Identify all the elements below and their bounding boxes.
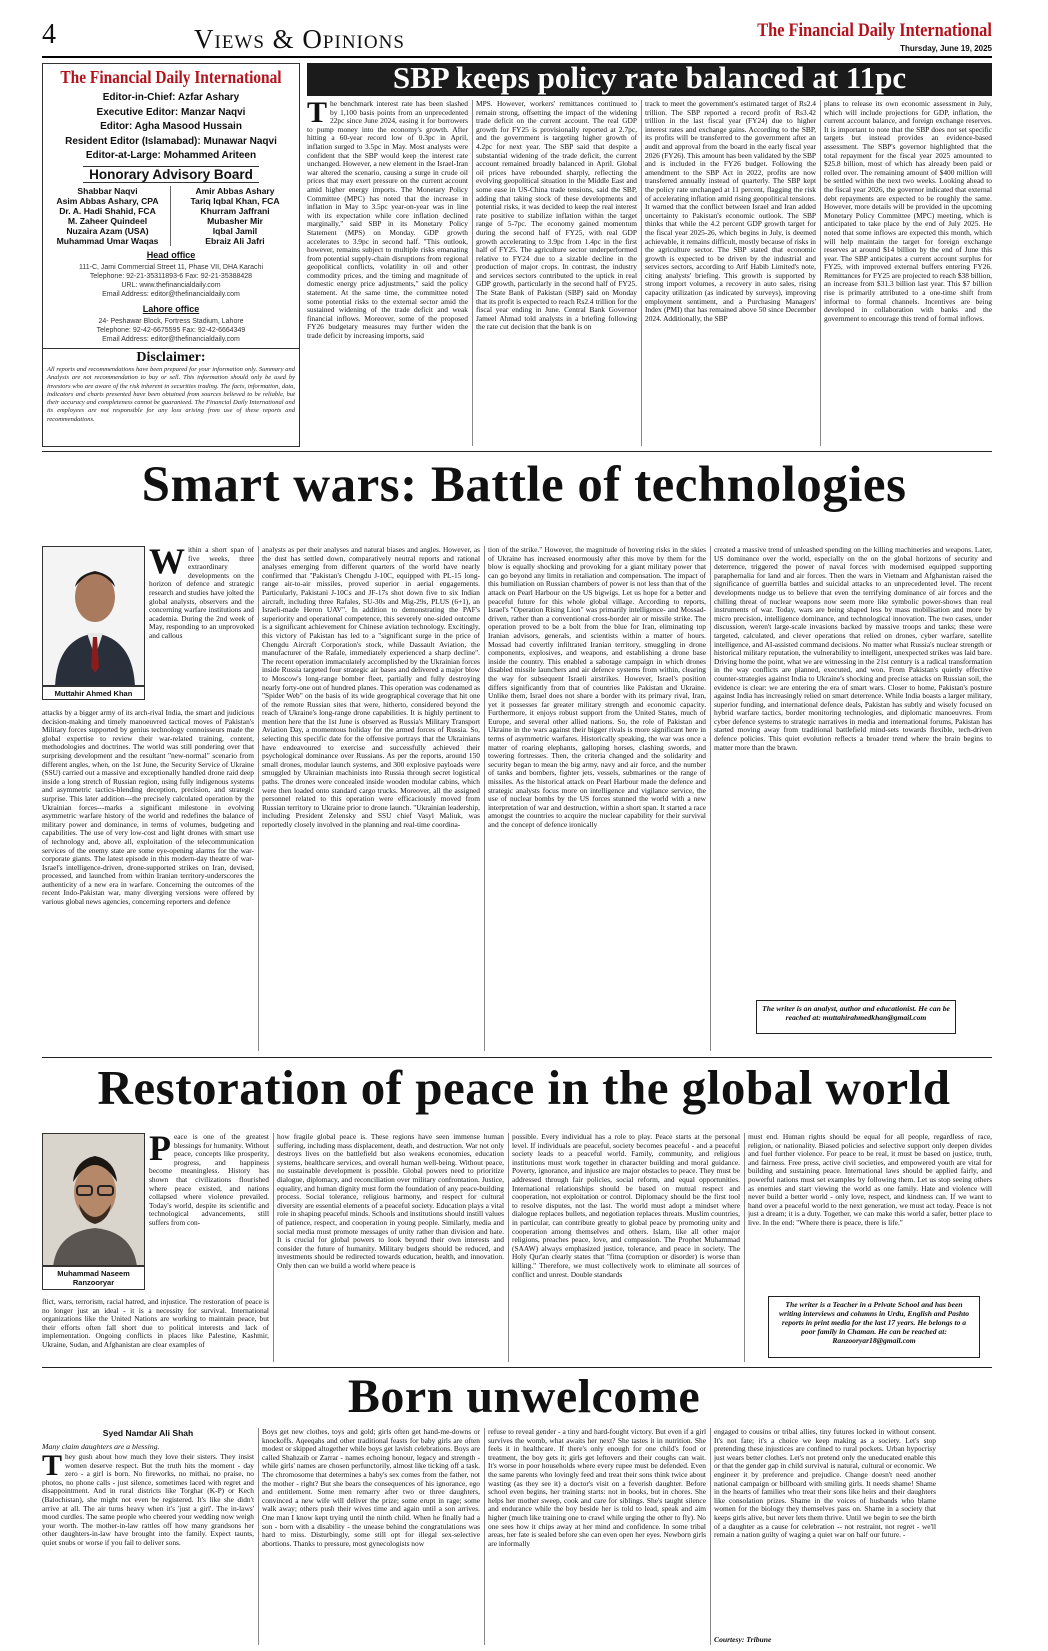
advisor: Iqbal Jamil (212, 226, 258, 236)
smart-wars-column-3 (488, 546, 706, 1051)
author-name: Muhammad Naseem (57, 1269, 130, 1278)
advisor: Tariq Iqbal Khan, FCA (190, 196, 280, 206)
section-title: Views & Opinions (194, 24, 405, 54)
restoration-column-4 (748, 1133, 992, 1293)
portrait-image (43, 1134, 145, 1266)
sbp-column-1 (307, 100, 468, 446)
column-divider (710, 1428, 711, 1645)
column-divider (484, 1428, 485, 1645)
masthead-paper-name: The Financial Daily International (60, 67, 282, 87)
article-text: attacks by a bigger army of its arch-rival India, the smart and judicious decision-making and timely manoeuvred tactical moves of Pakistan's Military forces supported by genius technology connoisseurs made the global expertise to review their war-related training, content, methodologies and doctrines. The world was still pondering over that surprising development and the resultant "new-normal" scenario from different angles, when, on the 1st June, the Security Service of Ukraine (SSU) carried out a massive and exceptionally handled drone raid deep inside a long stretch of Russian region, using fully indigenous systems and asymmetric tactics-blending deception, precision, and strategic surprise. This later addition---the precisely calculated operation by the Ukrainian forces---marks a significant milestone in evolving asymmetric warfare history of the world and redefines the balance of military power and dominance, in terms of volumes, budgeting and capabilities. The use of very low-cost and light drones with smart use of technology and, above all, exploitation of the telecommunication services of the enemy state are some eye-opening alarms for the war-corporate giants. The latest episode in this modern-day theatre of war-Israel's intelligence-driven, drone-supported strikes on Iran, devised, processed, and launched from within Iranian territory-underscores the authenticity of a new era in warfare. Concerning the outcomes of the recent Indo-Pakistan war, many diverging versions were offered by various global news agencies, concerning reporters and defence (42, 709, 254, 907)
article-text: how fragile global peace is. These regions have seen immense human suffering, including mass displacement, death, and destruction. War not only destroys lives on the battlefield but also weakens economies, education systems, healthcare services, and overall human well-being. Without peace, no sustainable development is possible. Global powers need to prioritize dialogue, diplomacy, and reconciliation over military confrontation. Justice, equality, and human dignity must form the foundation of any peace-building process. Social tolerance, religious harmony, and respect for cultural diversity are essential elements of a peaceful society. Education plays a vital role in shaping peaceful minds. Schools and institutions should instill values of patience, respect, and cooperation in young people. Similarly, media and social media must promote messages of unity rather than division and hate. It is crucial for global powers to look beyond their own interests and consider the future of humanity. Military budgets should be reduced, and investments should be redirected towards education, health, and innovation. Only then can we build a world where peace is (277, 1133, 504, 1270)
smart-wars-lead (149, 546, 254, 708)
email-line: Email Address: editor@thefinancialdaily.com (102, 336, 240, 343)
column-divider (820, 100, 821, 446)
disclaimer-text: All reports and recommendations have been prepared for your information only. Summary and Analysis are not recommendation to buy or sell. This information should only be used by investors who are aware of the risk inherent in securities trading. The facts, information, data, indicators and charts presented have been obtained from sources believed to be reliable, but their accuracy and completeness cannot be guaranteed. The Financial Daily International and its employees are not responsible for any loss arising from use of these reports and recommendations. (47, 366, 295, 423)
advisory-right (172, 186, 298, 246)
author-byline (42, 1266, 145, 1290)
sbp-headline-bar (307, 60, 992, 96)
editors-list (43, 91, 299, 164)
article-text: he benchmark interest rate has been slashed by 1,100 basis points from an unprecedented 22pc since June 2024, easing it for borrowers to pump money into the economy's growth. After hitting a 60-year record low of 0.3pc in April, inflation surged to 3.5pc in May. Most analysts were confident that the SBP would keep the interest rate unchanged. However, a new element in the Israel-Iran war altered the scenario, causing a surge in crude oil prices that may exert pressure on the current account amid higher energy imports. The Monetary Policy Committee (MPC) has noted that the increase in inflation in May to 3.5pc year-on-year was in line with its expectation while core inflation declined marginally," said SBP in its Monetary Policy Statement (MPS) on Monday. GDP growth accelerates to 3.9pc in second half. "This outlook, however, remains subject to multiple risks emanating from potential supply-chain disruptions from regional geopolitical conflicts, volatility in oil and other commodity prices, and the timing and magnitude of domestic energy price adjustments," said the policy statement. At the same time, the committee noted some potential risks to the external sector amid the sustained widening of the trade deficit and weak financial inflows. Moreover, some of the proposed FY26 budgetary measures may further widen the trade deficit by increasing imports, said (307, 100, 468, 341)
advisor: Mubasher Mir (207, 216, 263, 226)
smart-wars-column-4 (714, 546, 992, 974)
article-text: hey gush about how much they love their sisters. They insist women deserve respect. But the truth hits the moment - day zero - a girl is born. No fireworks, no mithai, no praise, no photos, no phone calls - just silence, sometimes laced with regret and disappointment. And in rural districts like Torghar (K-P) or Kech (Balochistan), she might not even be registered. It's like she didn't arrive at all. The air turns heavy when it's 'just a girl'. The in-laws' mood curdles. The same people who cheered your wedding now weigh your worth. The mother-in-law rattles off how many grandsons her other daughters-in-law have brought into the family. Expect taunts, quiet snubs or worse if you fail to deliver sons. (42, 1453, 254, 1547)
email-line: Email Address: editor@thefinancialdaily.com (102, 291, 240, 298)
drop-cap: T (42, 1453, 63, 1482)
smart-wars-headline: Smart wars: Battle of technologies (141, 457, 907, 513)
advisor: Asim Abbas Ashary, CPA (56, 196, 159, 206)
editor-at-large: Editor-at-Large: Mohammed Ariteen (85, 150, 257, 161)
born-column-2 (262, 1428, 480, 1645)
article-text: plans to release its own economic assessment in July, which will include projections for GDP, inflation, the current account balance, and foreign exchange reserves. It is important to note that the SBP does not set specific targets but instead provides an evidence-based assessment. The SBP's governor highlighted that the total repayment for the fiscal year 2025 amounted to $25.8 billion, most of which has already been paid or rolled over. The remaining amount of $400 million will be settled within the next two weeks. Looking ahead to the fiscal year 2026, the governor indicated that external debt repayments are expected to be roughly the same. However, more details will be provided in the upcoming Monetary Policy Committee (MPC) meeting, which is anticipated to take place by the end of July 2025. He noted that some inflows are expected this month, which will help maintain the target for foreign exchange reserves at around $14 billion by the end of June this year. The SBP anticipates a current account surplus for FY25, with improved external buffers entering FY26. Remittances for FY25 are projected to reach $38 billion, an increase from $31.3 billion last year. This $7 billion rise is primarily attributed to a one-time shift from informal to formal channels. Incentives are being developed in collaboration with banks and the government to encourage this trend of formal inflows. (824, 100, 992, 323)
advisory-left (45, 186, 171, 246)
masthead-box (42, 63, 300, 447)
sbp-column-2 (476, 100, 637, 446)
advisor: Nuzaira Azam (USA) (66, 226, 149, 236)
column-divider (710, 546, 711, 1051)
page-header (42, 19, 992, 54)
url-line: URL: www.thefinancialdaily.com (121, 282, 221, 289)
lahore-office-title: Lahore office (142, 304, 200, 314)
article-text: tion of the strike." However, the magnitude of hovering risks in the skies of Ukraine has increased enormously after this move by them for the blow is equally shocking and provoking for a giant military power that can go beyond any limits in retaliation and compensation. The impact of this humiliation on Russian chambers of power is not less than that of the attack on Pearl Harbour on the US bigwigs. Let us hope for a better and peaceful future for this whole global village. According to reports, Israel's "Operation Rising Lion" was primarily intelligence- and Mossad-driven, rather than a conventional cross-border air or missile strike. The operation proved to be a bolt from the blue for Iran, eliminating top Iranian advisors, generals, and scientists within a matter of hours. Mossad had covertly infiltrated Iranian territory, smuggling in drone components, explosives, and weapons, and establishing a drone base inside the country. This enabled a sabotage campaign in which drones disabled missile launchers and air defence systems from within, clearing the way for subsequent Israeli airstrikes. However, Israel's position differs significantly from that of countries like Pakistan and Ukraine. Unlike them, Israel does not share a border with its primary rival, Iran, yet it possesses far greater military strength and economic capacity. Furthermore, it enjoys robust support from the United States, much of Europe, and several other allied nations. So, the role of Pakistan and Ukraine in the wars against their bigger rivals is more significant here in terms of asymmetric warfares. Historically speaking, the war was once a matter of roaring elephants, galloping horses, clashing swords, and towering fortresses. Then, the criteria changed and the solidarity and security began to mean the big army, navy and air force, and the number of tanks and bombers, fighter jets, vessels, submarines or the range of missiles. As the historical attack on Pearl Harbour made the defence and strategic analysts focus more on intelligence and vigilance service, the use of nuclear bombs by the US forces stunned the world with a new interpretation of war and destruction, within a short span. It started a race amongst the countries to acquire the nuclear capability for their survival and the concept of defence ironically (488, 546, 706, 829)
article-text: created a massive trend of unleashed spending on the killing machineries and weapons. Later, US dominance over the world, especially on the on the global horizons of security and deterrence, triggered the power of naval forces with modernised equipped supporting paraphernalia for land and air forces. Then the wars in Vietnam and Afghanistan raised the significance of guerrilla battles and suicidal attacks to an unprecedented level. The recent developments nudge us to believe that even the terrifying dominance of air forces and the chilling threat of nuclear weapons now seem more like symbolic power-shows than real instruments of war. Today, wars are being shaped less by mass mobilisation and more by micro precision, intelligence dominance, and technological innovation. The two cases, under discussion, weren't large-scale invasions backed by massive troops and tanks; these were targeted, calculated, and clever operations that relied on drones, cyber warfare, satellite intelligence, and AI-assisted command decisions. No matter what Russia's nuclear strength or historical military reputation, the vulnerability to intelligent, unexpected strikes was laid bare. Driving home the point, what we are witnessing in the 21st century is a radical transformation in the way conflicts are planned, executed, and won. From Pakistan's quietly effective counter-strategies against India to Ukraine's shocking and precise attacks on Russian soil, the evidence is clear: we are entering the era of smart wars. Closer to home, Pakistan's posture against India has increasingly relied on smart deterrence. While India boasts a larger military, superior funding, and international defence deals, Pakistan has subtly and wisely focused on hybrid warfare tactics, border monitoring technologies, and diplomatic manoeuvres. From cyber defence systems to strategic narratives in media and international forums, Pakistan has started moving away from traditional battlefield mind-sets towards flexible, tech-driven defence policies. This quiet evolution reflects a broader trend where the brain begins to matter more than the brawn. (714, 546, 992, 752)
writer-note: The writer is a Teacher in a Private School and has been writing interviews and columns in Urdu, English and Pashto reports in print media for the last 17 years. He belongs to a poor family in Chaman. He can be reached at: Ranzooryar18@gmail.com (768, 1296, 980, 1358)
column-divider (508, 1133, 509, 1362)
head-office-title: Head office (146, 250, 196, 260)
column-divider (472, 100, 473, 446)
author-byline: Syed Namdar Ali Shah (102, 1428, 194, 1438)
head-office-details (43, 263, 299, 299)
address-line: 24- Peshawar Block, Fortress Stadium, Lahore (98, 318, 244, 325)
lahore-office-details (43, 317, 299, 344)
drop-cap: P (149, 1133, 171, 1168)
section-rule (42, 451, 992, 452)
column-divider (273, 1133, 274, 1362)
advisor: Amir Abbas Ashary (195, 186, 275, 196)
article-text: analysts as per their analyses and natural biases and angles. However, as the dust has settled down, comparatively neutral reports and rational analyses emerging from different quarters of the world have nearly confirmed that "Pakistan's Chengdu J-10C, equipped with PL-15 long-range air-to-air missiles, proved superior in aerial engagements. Particularly, Pakistani J-10Cs and JF-17s shot down five to six Indian aircraft, including three Rafales, SU-30s and Mig-29s, PLUS (6+1), an Israeli-made Heron UAV". In addition to demonstrating the PAF's superiority and operational competence, this severely one-sided outcome is a significant achievement for Chinese aviation technology. Excitingly, this victory of Pakistan has led to a "significant surge in the price of Chengdu Aircraft Corporation's stock, while Dassault Aviation, the manufacturer of the Rafale, immediately experienced a sharp decline". The recent operation immaculately accomplished by the Ukrainian forces inside Russia targeted four strategic air bases and delivered a major blow to Moscow's long-range bomber fleet, partially and fully destroying nearly forty-one out of hundred planes. This operation was codenamed as "Spider Web" on the basis of its wide geographical coverage that hit one of the remote Russian sites that were, hitherto, considered beyond the reach of Ukraine's long-range drone capabilities. It is highly pertinent to mention here that the 1st June is observed as Russia's Military Transport Aviation Day, a momentous holiday for the armed forces of Russia. So, selecting this specific date for the offensive portrays that the Ukrainians have endeavoured to exercise and successfully achieved their psychological dominance over Russians. As per the reports, around 150 small drones, modular launch systems, and 300 explosive payloads were smuggled by Ukrainian machinists into Russia through secret logistical paths. The drones were concealed inside wooden modular cabins, which were then loaded onto standard cargo trucks. Moreover, all the assigned personnel related to this operation were efficaciously moved from Russian territory to Ukraine prior to drone launch. "Ukrainian leadership, including President Zelensky and SSU chief Vasyl Maliuk, was reportedly closely involved in the planning and real-time coordina- (262, 546, 480, 829)
editor: Editor: Agha Masood Hussain (100, 121, 242, 132)
advisor: Ebraiz Ali Jafri (205, 236, 265, 246)
born-unwelcome-headline: Born unwelcome (347, 1370, 701, 1423)
advisor: M. Zaheer Quindeel (67, 216, 148, 226)
address-line: 111-C, Jami Commercial Street 11, Phase VII, DHA Karachi (78, 264, 263, 271)
article-text: engaged to cousins or tribal allies, tiny futures locked in without consent. It's not fate; it's a choice we keep making as a society. Let's stop pretending these injustices are confined to rural pockets. Urban hypocrisy just wears better clothes. Let's not pretend only the uneducated enable this or that the gender gap in child survival is natural, cultural or economic. We engineer it by preference and prejudice. Change doesn't need another national campaign or billboard with smiling girls. It needs shame! Shame in the hearts of families who treat their sons like heirs and their daughters like consolation prizes. Shame in the voices of husbands who blame women for the biology they themselves pass on. Shame in a society that keeps girls alive, but never lets them thrive. Until we begin to see the birth of a daughter as a cause for celebration -- not restraint, not regret - we'll remain a nation guilty of waging a quiet war on half our future. - (714, 1428, 936, 1540)
born-column-1 (42, 1453, 254, 1645)
executive-editor: Executive Editor: Manzar Naqvi (96, 106, 246, 118)
portrait-image (43, 547, 145, 686)
article-kicker: Many claim daughters are a blessing. (42, 1442, 160, 1451)
advisory-title: Honorary Advisory Board (83, 166, 259, 183)
editor-in-chief: Editor-in-Chief: Azfar Ashary (102, 92, 240, 103)
author-photo (42, 546, 145, 686)
header-rule (42, 56, 992, 58)
resident-editor: Resident Editor (Islamabad): Munawar Naqvi (65, 135, 277, 147)
article-text: eace is one of the greatest blessings for humanity. Without peace, concepts like prosperity, progress, and happiness become meaningless. History has shown that civilizations flourished where peace existed, and nations collapsed where violence prevailed. Today's world, despite its scientific and technological advancements, still suffers from con- (149, 1133, 269, 1227)
author-surname: Ranzooryar (72, 1278, 115, 1287)
drop-cap: W (149, 546, 185, 581)
column-divider (641, 100, 642, 446)
article-text: track to meet the government's estimated target of Rs2.4 trillion. The SBP reported a record profit of Rs3.42 trillion in the last fiscal year (FY24) due to higher interest rates and exchange gains. According to the SBP, its profits will be transferred to the government after an audit and approval from the board in the early fiscal year 2026 (FY26). This amount has been validated by the SBP and is included in the FY26 budget. Following the amendment to the SBP Act in 2022, profits are now transferred annually instead of quarterly. The SBP kept the policy rate unchanged at 11 percent, flagging the risk of accelerating inflation amid rising geopolitical tensions. It warned that the conflict between Israel and Iran added uncertainty to Pakistan's economic outlook. The SBP thinks that while the 4.2 percent GDP growth target for the fiscal year 2025-26, which begins in July, is deemed achievable, it remains difficult, mostly because of risks in the agriculture sector. The SBP stated that economic growth is expected to be driven by the industrial and services sectors, according to Arif Habib Limited's note, citing analysts' briefing. This growth is supported by strong import volumes, a recovery in auto sales, rising capacity utilization (as indicated by surveys), improving employment sentiment, and a Purchasing Managers' Index (PMI) that has remained above 50 since December 2024. Additionally, the SBP (645, 100, 816, 323)
article-text: must end. Human rights should be equal for all people, regardless of race, religion, or nationality. Biased policies and selective support only deepen divides and fuel further violence. For peace to be real, it must be based on justice, truth, and fairness. Free press, active civil societies, and empowered youth are vital for building and sustaining peace. International laws should be applied fairly, and powerful nations must set examples by following them. Let us stop seeing others as enemies and start viewing the world as one family. Hate and violence will never build a better world - only love, respect, and kindness can. If we want to hand over a peaceful world to the next generation, we must act today. Peace is not just a dream; it is a duty. Together, we can make this world a safer, better place to live. In the end: "Where there is peace, there is life." (748, 1133, 992, 1227)
article-text: possible. Every individual has a role to play. Peace starts at the personal level. If individuals are peaceful, society becomes peaceful - and a peaceful society leads to a peaceful world. Family, community, and religious institutions must work together in character building and moral guidance. Poverty, ignorance, and injustice are major obstacles to peace. They must be addressed through fair policies, social reform, and equal opportunities. International relationships should be based on mutual respect and cooperation, not exploitation or control. Diplomacy should be the first tool to resolve disputes, not the last. The world must adopt a mindset where dialogue replaces bullets, and negotiation replaces threats. Muslim countries, in particular, can contribute greatly to global peace by promoting unity and cooperation among themselves and others. Islam, like all other major religions, preaches peace, love, and compassion. The Prophet Muhammad (SAAW) always emphasized justice, tolerance, and peace in society. The Holy Qur'an clearly states that "fitna (corruption or disorder) is worse than killing." Therefore, we must collectively work to eliminate all sources of conflict and unrest. Double standards (512, 1133, 740, 1279)
born-column-3 (488, 1428, 706, 1645)
advisor: Khurram Jaffrani (200, 206, 270, 216)
sbp-column-3 (645, 100, 816, 446)
phone-line: Telephone: 92-21-35311893-6 Fax: 92-21-35388428 (89, 273, 253, 280)
advisor: Shabbar Naqvi (77, 186, 138, 196)
sbp-column-4 (824, 100, 992, 446)
courtesy-credit: Courtesy: Tribune (714, 1635, 772, 1644)
issue-date: Thursday, June 19, 2025 (900, 44, 992, 53)
restoration-column-2 (277, 1133, 504, 1362)
column-divider (484, 546, 485, 1051)
author-photo (42, 1133, 145, 1266)
article-text: Boys get new clothes, toys and gold; girls often get hand-me-downs or knockoffs. Aqeeqahs and other traditional feasts for baby girls are often modest or skipped altogether while boys get lavish celebrations. Boys are called Shahzaib or Zarrar - names echoing honour, legacy and strength - while girls' names are chosen perfunctorily, almost like ticking off a task. The chromosome that determines a baby's sex comes from the father, not the mother - right? But she bears the consequences of his ignorance, ego and entitlement. Some men remarry after two or three daughters, convinced a new wife will deliver the prize; some erupt in rage; some walk away; others push their wives time and again until a son arrives. One man I know kept trying until the ninth child. When he finally had a son - born with a disability - the unease behind the congratulations was hard to miss. Disturbingly, some still opt for illegal sex-selective abortions. Thanks to pressure, most gynecologists now (262, 1428, 480, 1548)
born-column-4 (714, 1428, 936, 1635)
smart-wars-column-2 (262, 546, 480, 1051)
sbp-headline: SBP keeps policy rate balanced at 11pc (392, 60, 907, 95)
restoration-lead (149, 1133, 269, 1297)
page-number: 4 (42, 19, 56, 50)
article-text: refuse to reveal gender - a tiny and hard-fought victory. But even if a girl survives the womb, what awaits her next? She tastes it in nutrition. She feels it in healthcare. If there's only enough for one child's food or treatment, the boy gets it; girls get leftovers and their coughs can wait. It's worse in poor households where every rupee must be defended. Even the same parents who lovingly feed and treat their sons think twice about wasting (as they see it) a doctor's visit on a feverish daughter. Before school even begins, her training starts: not in books, but in chores. She helps her mother sweep, cook and care for siblings. She's taught silence and endurance while the boy beside her is told to lead, speak and aim higher (much like training one to crawl while urging the other to fly). No one sees how it chips away at her mind and confidence. In some tribal areas, her fate is sealed before she can even open her eyes. Newborn girls are informally (488, 1428, 706, 1548)
disclaimer-title: Disclaimer: (43, 348, 299, 366)
author-byline: Muttahir Ahmed Khan (42, 686, 145, 700)
column-divider (258, 1428, 259, 1645)
advisor: Dr. A. Hadi Shahid, FCA (59, 206, 156, 216)
restoration-column-1 (42, 1298, 269, 1362)
column-divider (258, 546, 259, 1051)
article-text: MPS. However, workers' remittances continued to remain strong, offsetting the impact of the widening trade deficit on the current account. The real GDP growth for FY25 is provisionally reported at 2.7pc, and the government is targeting higher growth of 4.2pc for next year. The SBP said that despite a substantial widening of the trade deficit, the current account remained broadly balanced in April. Global oil prices have rebounded sharply, reflecting the evolving geopolitical situation in the Middle East and some ease in US-China trade tensions, said the SBP, adding that taking stock of these developments and potential risks, it was decided to keep the real interest rate positive to stabilize inflation within the target range of 5-7pc. The economy gained momentum during the second half of FY25, with real GDP growth accelerating to 3.9pc from 1.4pc in the first half of FY25. The agriculture sector underperformed relative to FY24 due to a sizable decline in the production of major crops. In contrast, the industry and services sectors contributed to the uptick in real GDP growth, particularly in the second half of FY25. The State Bank of Pakistan (SBP) said on Monday that its profit is expected to reach Rs2.4 trillion for the fiscal year ending in June. Central Bank Governor Jameel Ahmad told analysts in a briefing following the rate cut decision that the bank is on (476, 100, 637, 332)
restoration-headline: Restoration of peace in the global world (97, 1060, 951, 1115)
drop-cap: T (307, 100, 328, 129)
advisor: Muhammad Umar Waqas (56, 236, 159, 246)
column-divider (744, 1133, 745, 1362)
header-paper-name: The Financial Daily International (757, 20, 992, 41)
smart-wars-column-1 (42, 709, 254, 1051)
article-text: flict, wars, terrorism, racial hatred, and injustice. The restoration of peace is no longer just an ideal - it is a necessity for survival. International organizations like the United Nations are working to maintain peace, but their efforts often fall short due to political interests and lack of implementation. Ongoing conflicts in places like Palestine, Kashmir, Ukraine, Sudan, and Afghanistan are clear examples of (42, 1298, 269, 1349)
writer-note: The writer is an analyst, author and educationist. He can be reached at: muttahirahmedkhan@gmail.com (756, 1000, 956, 1034)
phone-line: Telephone: 92-42-6675595 Fax: 92-42-6664349 (96, 327, 246, 334)
restoration-column-3 (512, 1133, 740, 1362)
article-text: ithin a short span of five weeks, three extraordinary developments on the horizon of defence and strategic research and studies have jolted the global analysts, observers and the concerning warfare institutions and academia. During the 2nd week of May, responding to an unprovoked and callous (149, 546, 254, 640)
